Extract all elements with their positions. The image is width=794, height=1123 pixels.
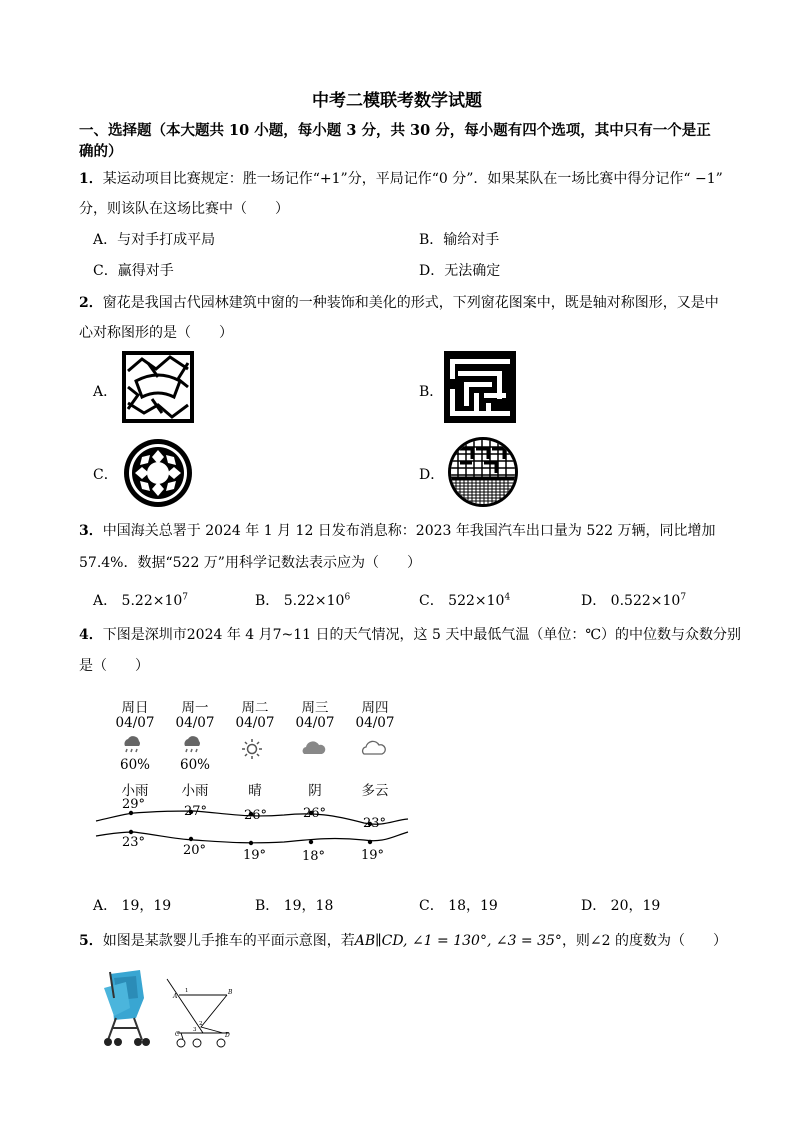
low-temp-dot xyxy=(129,830,133,834)
low-temp-label: 19° xyxy=(243,848,267,863)
cloud-outline-icon xyxy=(360,740,386,756)
low-temp-label: 18° xyxy=(302,849,326,864)
point-a-label: A xyxy=(173,993,178,1000)
low-temp-dot xyxy=(309,840,313,844)
cloud-filled-icon xyxy=(300,740,326,756)
q2-option-d[interactable]: D． xyxy=(419,467,445,483)
rain-cloud-icon xyxy=(120,735,144,755)
window-lattice-ring-icon xyxy=(122,437,194,509)
stroller-geometry-diagram xyxy=(163,975,243,1050)
weather-day: 周四 xyxy=(361,700,389,716)
q1-option-b[interactable]: B．输给对手 xyxy=(419,232,500,248)
q3-stem-line1 xyxy=(79,520,716,540)
q4-text: 下图是深圳市2024 年 4 月7~11 日的天气情况，这 5 天中最低气温（单位：℃）的中位数与众数分别 xyxy=(102,627,742,643)
q3-b-base: B． 5.22×10 xyxy=(255,593,345,609)
point-d-label: D xyxy=(225,1032,230,1039)
weather-date: 04/07 xyxy=(295,715,335,731)
q2-option-a[interactable]: A． xyxy=(93,384,118,400)
weather-condition: 小雨 xyxy=(121,783,149,799)
point-b-label: B xyxy=(228,989,233,996)
weather-day: 周日 xyxy=(121,700,149,716)
q1-stem-line2: 分，则该队在这场比赛中（ ） xyxy=(79,201,289,217)
q5-number: 5． xyxy=(79,933,103,949)
weather-day: 周一 xyxy=(181,700,209,716)
window-lattice-fan-icon xyxy=(122,351,194,423)
angle-1-label: 1 xyxy=(185,988,189,994)
angle-2-label: 2 xyxy=(199,1021,203,1027)
sun-icon xyxy=(241,738,263,760)
weather-date: 04/07 xyxy=(175,715,215,731)
low-temp-label: 20° xyxy=(183,843,207,858)
q1-option-a[interactable]: A．与对手打成平局 xyxy=(93,232,216,248)
q2-stem-line1 xyxy=(79,292,719,312)
rain-cloud-icon xyxy=(180,735,204,755)
weather-date: 04/07 xyxy=(235,715,275,731)
precip-percent: 60% xyxy=(179,757,210,773)
q3-d-exp: 7 xyxy=(680,592,687,603)
q3-b-exp: 6 xyxy=(344,592,351,603)
q4-number: 4． xyxy=(79,627,103,643)
q3-option-b[interactable] xyxy=(255,590,350,610)
high-temp-label: 26° xyxy=(244,808,268,823)
q1-option-d[interactable]: D．无法确定 xyxy=(419,263,501,279)
point-c-label: C xyxy=(175,1031,180,1038)
weather-condition: 多云 xyxy=(361,783,389,799)
q5-text: 如图是某款婴儿手推车的平面示意图，若 xyxy=(102,933,355,949)
window-lattice-maze-icon xyxy=(444,351,516,423)
q3-option-a[interactable] xyxy=(93,590,188,610)
q4-option-d[interactable]: D． 20，19 xyxy=(581,898,661,914)
q3-stem-line2: 57.4%．数据“522 万”用科学记数法表示应为（ ） xyxy=(79,555,421,571)
q1-stem-line1 xyxy=(79,168,723,188)
weather-day: 周二 xyxy=(241,700,269,716)
q2-text: 窗花是我国古代园林建筑中窗的一种装饰和美化的形式，下列窗花图案中，既是轴对称图形，又是中 xyxy=(102,295,719,311)
high-temp-label: 27° xyxy=(184,804,208,819)
q3-c-exp: 4 xyxy=(504,592,511,603)
q4-option-a[interactable]: A． 19，19 xyxy=(93,898,172,914)
q3-option-d[interactable] xyxy=(581,590,686,610)
q3-a-base: A． 5.22×10 xyxy=(93,593,183,609)
q4-option-b[interactable]: B． 19，18 xyxy=(255,898,334,914)
window-lattice-round-grid-icon xyxy=(446,435,520,509)
low-temp-label: 19° xyxy=(361,848,385,863)
low-temp-dot xyxy=(249,841,253,845)
q5-formula: AB∥CD, ∠1 = 130°, ∠3 = 35° xyxy=(354,933,562,949)
q3-a-exp: 7 xyxy=(182,592,189,603)
q2-option-c[interactable]: C． xyxy=(93,467,118,483)
q1-option-c[interactable]: C．赢得对手 xyxy=(93,263,174,279)
high-temp-label: 23° xyxy=(363,816,387,831)
high-temp-label: 26° xyxy=(303,806,327,821)
q3-d-base: D． 0.522×10 xyxy=(581,593,681,609)
q4-option-c[interactable]: C． 18，19 xyxy=(419,898,498,914)
high-temp-label: 29° xyxy=(122,797,146,812)
weather-condition: 阴 xyxy=(308,783,322,799)
low-temp-dot xyxy=(189,837,193,841)
q3-option-c[interactable] xyxy=(419,590,510,610)
q1-number: 1． xyxy=(79,171,103,187)
weather-date: 04/07 xyxy=(355,715,395,731)
q3-number: 3． xyxy=(79,523,103,539)
section-heading-cont: 确的） xyxy=(79,143,123,160)
low-temp-dot xyxy=(368,840,372,844)
weather-day: 周三 xyxy=(301,700,329,716)
q5-stem-line1 xyxy=(79,930,727,950)
q4-stem-line1 xyxy=(79,624,741,644)
q5-text-end: ，则∠2 的度数为（ ） xyxy=(561,933,728,949)
page-title: 中考二模联考数学试题 xyxy=(312,91,482,111)
q2-option-b[interactable]: B． xyxy=(419,384,444,400)
weather-condition: 小雨 xyxy=(181,783,209,799)
q1-text: 某运动项目比赛规定：胜一场记作“+1”分，平局记作“0 分”．如果某队在一场比赛中得分记作“ −1” xyxy=(102,171,723,187)
q2-stem-line2: 心对称图形的是（ ） xyxy=(79,325,233,341)
q4-stem-line2: 是（ ） xyxy=(79,658,149,674)
q3-text: 中国海关总署于 2024 年 1 月 12 日发布消息称：2023 年我国汽车出口量为 522 万辆，同比增加 xyxy=(102,523,716,539)
weather-condition: 晴 xyxy=(248,783,262,799)
section-heading: 一、选择题（本大题共 10 小题，每小题 3 分，共 30 分，每小题有四个选项，其中只有一个是正 xyxy=(79,122,711,139)
q3-c-base: C． 522×10 xyxy=(419,593,505,609)
weather-date: 04/07 xyxy=(115,715,155,731)
stroller-photo-icon xyxy=(96,968,156,1048)
angle-3-label: 3 xyxy=(193,1027,197,1033)
low-temp-label: 23° xyxy=(122,835,146,850)
q2-number: 2． xyxy=(79,295,103,311)
precip-percent: 60% xyxy=(119,757,150,773)
